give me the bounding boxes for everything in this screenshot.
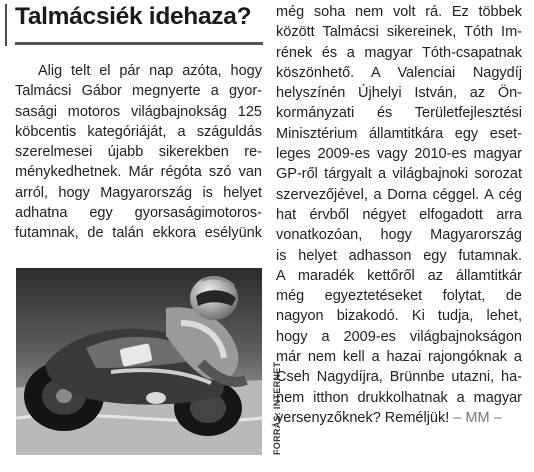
text-line: futamnak, de talán ekkora esélyünk [15,225,262,242]
text-line: még soha nem volt rá. Ez többek [276,4,522,20]
text-line: Cseh Nagydíjra, Brünnbe utazni, ha- [276,369,522,386]
text-line: A maradék kettőről az államtitkár [276,267,522,284]
text-line: hat érvből négyet elfogadott arra [276,206,522,223]
text-line: ménykedhetnek. Már régóta szó van [15,164,262,181]
text-line-last [276,408,522,428]
text-line: helyszínén Újhelyi István, az Ön- [276,85,522,102]
text-line: hogy a 2009-es világbajnokságon [276,328,522,345]
article-column-right [276,2,522,428]
text-line: Talmácsi Gábor megnyerte a gyor- [15,83,262,100]
photo-credit: FORRÁS: INTERNET [272,361,282,455]
text-line: köszönhető. A Valenciai Nagydíj [276,64,522,81]
closing-text: versenyzőknek? Reméljük! [276,409,450,426]
text-line: adhatna egy gyorsaságimotoros- [15,205,262,222]
text-line: is helyet adhasson egy futamnak. [276,247,522,264]
text-line: már nem kell a hazai rajongóknak a [276,349,522,366]
text-line: nagyon bizakodó. Ki tudja, lehet, [276,308,522,325]
text-line: még egyeztetéseket folytat, de [276,288,522,305]
text-line: szervezőjével, a Dorna céggel. A cég [276,186,522,203]
author-signature: – MM – [453,409,502,426]
text-line: leges 2009-es vagy 2010-es magyar [276,146,522,163]
text-line: kormányzati és Területfejlesztési [276,105,522,122]
title-underline [15,42,263,45]
text-line: Alig telt el pár nap azóta, hogy [38,63,262,79]
text-line: köbcentis kategóriáját, a száguldás [15,123,262,140]
text-line: nem itthon drukkolhatnak a magyar [276,389,522,406]
text-line: szerelmesei újabb sikerekben re- [15,144,262,161]
text-line: rének és a magyar Tóth-csapatnak [276,44,522,61]
text-line: GP-ről tárgyalt a világbajnoki sorozat [276,166,522,183]
text-line: Minisztérium államtitkára egy eset- [276,125,522,142]
text-line: között Talmácsi sikereinek, Tóth Im- [276,24,522,41]
article-column-left [15,61,262,244]
text-line: sasági motoros világbajnokság 125 [15,103,262,120]
title-side-rule [5,4,7,46]
motorcycle-racer-photo [16,268,262,455]
text-line: arról, hogy Magyarország is helyet [15,184,262,201]
article-title: Talmácsiék idehaza? [15,3,252,30]
text-line: vonatkozóan, hogy Magyarország [276,227,522,244]
